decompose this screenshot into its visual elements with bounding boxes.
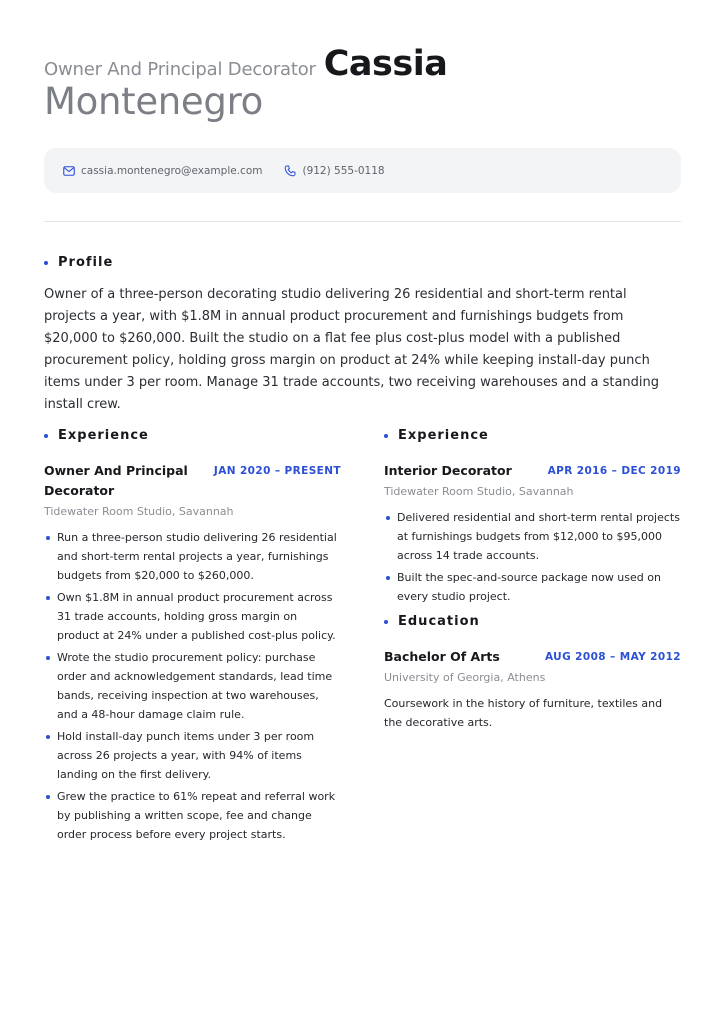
list-item: Wrote the studio procurement policy: purchase order and acknowledgement standards, lead time bands, receiving inspection at two warehouses, and a 48-hour damage claim rule. (44, 648, 341, 724)
job-header (384, 461, 681, 481)
job-dates: APR 2016 – DEC 2019 (547, 465, 681, 477)
education-text: Coursework in the history of furniture, textiles and the decorative arts. (384, 697, 663, 729)
job-dates: JAN 2020 – PRESENT (213, 465, 341, 477)
list-item: Own $1.8M in annual product procurement across 31 trade accounts, holding gross margin on product at 24% under a published cost-plus policy. (44, 588, 341, 645)
job-company: Tidewater Room Studio, Savannah (44, 505, 234, 518)
email-contact[interactable] (63, 165, 262, 177)
job-company: Tidewater Room Studio, Savannah (384, 485, 574, 498)
job-bullets (44, 528, 341, 844)
last-name: Montenegro (44, 80, 264, 123)
experience-heading (44, 428, 341, 443)
job-title: Owner And Principal Decorator (44, 463, 188, 498)
education-title: Education (398, 614, 480, 629)
header-divider (44, 221, 681, 222)
right-column (384, 428, 681, 732)
email-text: cassia.montenegro@example.com (81, 164, 263, 177)
mail-icon (63, 166, 75, 176)
job-bullets (384, 508, 681, 606)
phone-contact[interactable] (284, 165, 384, 177)
profile-text: Owner of a three-person decorating studio delivering 26 residential and short-term rental projects a year, with $1.8M in annual product procurement and furnishings budgets from $20,000 to $260,000. Built the studio on a flat fee plus cost-plus model with a published procurement policy, holding gross margin on product at 24% while keeping install-day punch items under 3 per room. Manage 31 trade accounts, two receiving warehouses and a standing install crew. (44, 287, 660, 412)
bullet-dot (44, 261, 48, 265)
contact-bar (44, 148, 681, 193)
school-name: University of Georgia, Athens (384, 671, 546, 684)
phone-text: (912) 555-0118 (302, 164, 385, 177)
role-title: Owner And Principal Decorator (44, 59, 316, 80)
name-header (44, 44, 681, 123)
first-name: Cassia (323, 44, 448, 84)
bullet-dot (384, 434, 388, 438)
bullet-dot (384, 620, 388, 624)
education-dates: AUG 2008 – MAY 2012 (544, 651, 681, 663)
experience-title: Experience (398, 428, 489, 443)
experience-heading (384, 428, 681, 443)
list-item: Delivered residential and short-term rental projects at furnishings budgets from $12,000 to $95,000 across 14 trade accounts. (384, 508, 681, 565)
profile-section (44, 255, 681, 416)
education-header (384, 647, 681, 667)
bullet-dot (44, 434, 48, 438)
list-item: Built the spec-and-source package now used on every studio project. (384, 568, 681, 606)
phone-icon (284, 165, 296, 177)
profile-heading (44, 255, 681, 270)
job-title: Interior Decorator (384, 463, 512, 478)
experience-title: Experience (58, 428, 149, 443)
job-header (44, 461, 341, 501)
profile-title: Profile (58, 255, 114, 270)
experience-left-column (44, 428, 341, 847)
list-item: Run a three-person studio delivering 26 residential and short-term rental projects a year, furnishings budgets from $20,000 to $260,000. (44, 528, 341, 585)
list-item: Grew the practice to 61% repeat and referral work by publishing a written scope, fee and change order process before every project starts. (44, 787, 341, 844)
education-heading (384, 614, 681, 629)
list-item: Hold install-day punch items under 3 per room across 26 projects a year, with 94% of items landing on the first delivery. (44, 727, 341, 784)
name-line-1 (44, 44, 681, 84)
degree-title: Bachelor Of Arts (384, 649, 500, 664)
